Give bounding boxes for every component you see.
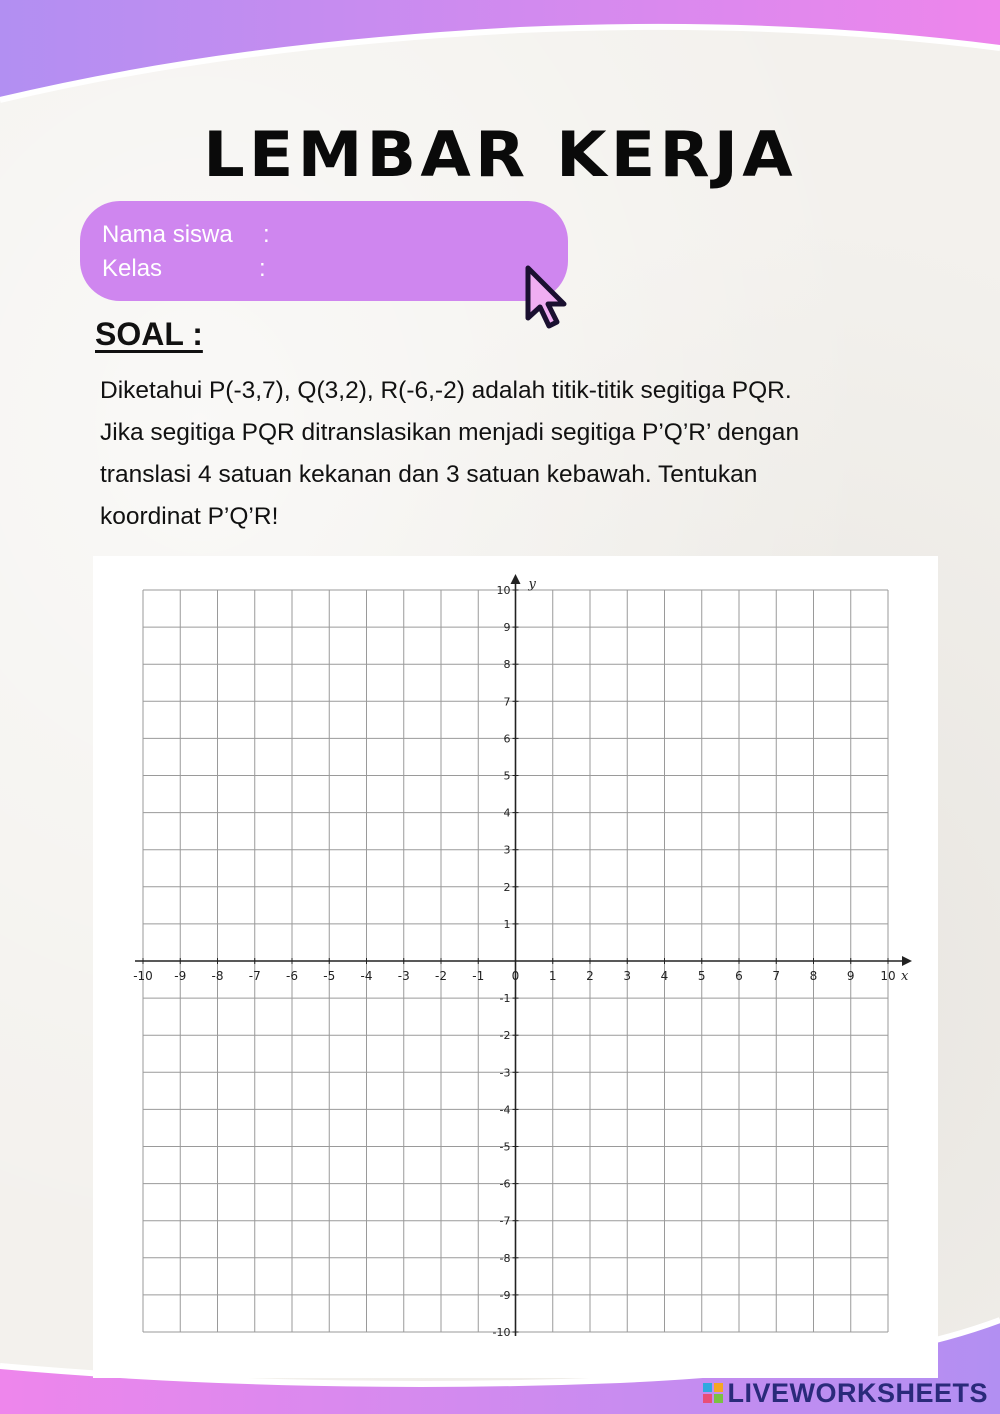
y-tick-label: -5 bbox=[499, 1140, 511, 1154]
x-tick-label: 2 bbox=[586, 969, 594, 983]
worksheet-title: LEMBAR KERJA bbox=[203, 118, 797, 191]
x-tick-label: 5 bbox=[697, 969, 706, 983]
y-tick-label: 2 bbox=[503, 880, 511, 894]
x-tick-label: 9 bbox=[846, 969, 855, 983]
y-tick-label: -4 bbox=[499, 1103, 511, 1117]
y-tick-label: 3 bbox=[503, 843, 511, 857]
x-axis-arrow bbox=[902, 956, 912, 966]
x-tick-label: 3 bbox=[623, 969, 632, 983]
y-tick-label: 8 bbox=[503, 658, 511, 672]
x-axis-label: x bbox=[901, 969, 909, 984]
y-tick-label: -7 bbox=[499, 1214, 511, 1228]
y-tick-label: 5 bbox=[503, 769, 511, 783]
student-name-label: Nama siswa bbox=[102, 221, 233, 248]
x-tick-label: -5 bbox=[323, 969, 336, 983]
x-tick-label: 4 bbox=[660, 969, 669, 983]
x-tick-label: 7 bbox=[772, 969, 781, 983]
liveworksheets-logo-icon bbox=[703, 1383, 723, 1403]
y-axis-arrow bbox=[511, 574, 521, 584]
coordinate-grid-panel bbox=[93, 556, 938, 1378]
class-label: Kelas bbox=[102, 255, 163, 282]
x-tick-label: -3 bbox=[397, 969, 410, 983]
y-tick-label: -1 bbox=[499, 992, 511, 1006]
student-name-colon: : bbox=[263, 221, 270, 248]
y-tick-label: -6 bbox=[499, 1177, 511, 1191]
x-tick-label: -7 bbox=[248, 969, 261, 983]
y-tick-label: -10 bbox=[492, 1326, 511, 1339]
x-tick-label: 6 bbox=[735, 969, 743, 983]
liveworksheets-brand bbox=[703, 1378, 988, 1408]
question-text: Diketahui P(-3,7), Q(3,2), R(-6,-2) adalah titik-titik segitiga PQR. Jika segitiga PQR ditranslasikan menjadi segitiga P’Q’R’ dengan translasi 4 satuan kekanan dan 3 satuan kebawah. Tentukan koordinat P’Q’R! bbox=[100, 377, 800, 530]
x-tick-label: -4 bbox=[360, 969, 373, 983]
x-tick-label: -1 bbox=[472, 969, 485, 983]
x-tick-label: -2 bbox=[435, 969, 447, 983]
y-tick-label: 6 bbox=[503, 732, 511, 746]
section-heading: SOAL : bbox=[95, 316, 203, 352]
y-tick-label: 10 bbox=[496, 584, 511, 597]
y-tick-label: 7 bbox=[503, 695, 511, 709]
x-tick-label: -10 bbox=[133, 969, 153, 983]
liveworksheets-wordmark: LIVEWORKSHEETS bbox=[727, 1377, 988, 1408]
y-tick-label: -3 bbox=[499, 1066, 511, 1080]
y-tick-label: -2 bbox=[499, 1029, 511, 1043]
y-tick-label: -8 bbox=[499, 1251, 511, 1265]
y-tick-label: -9 bbox=[499, 1288, 511, 1302]
x-tick-label: -6 bbox=[286, 969, 298, 983]
x-tick-label: 10 bbox=[880, 969, 896, 983]
x-tick-label: -8 bbox=[211, 969, 224, 983]
x-tick-label: 0 bbox=[511, 969, 520, 983]
cursor-pointer-icon bbox=[522, 264, 570, 332]
student-info-box bbox=[80, 201, 568, 301]
class-colon: : bbox=[259, 255, 266, 282]
coordinate-grid-chart bbox=[93, 556, 938, 1378]
y-tick-label: 1 bbox=[503, 917, 511, 931]
x-tick-label: -9 bbox=[174, 969, 187, 983]
y-tick-label: 9 bbox=[503, 621, 511, 635]
y-axis-label: y bbox=[528, 577, 536, 592]
y-tick-label: 4 bbox=[503, 806, 511, 820]
x-tick-label: 8 bbox=[809, 969, 818, 983]
top-wave-decoration bbox=[0, 0, 1000, 110]
x-tick-label: 1 bbox=[548, 969, 557, 983]
